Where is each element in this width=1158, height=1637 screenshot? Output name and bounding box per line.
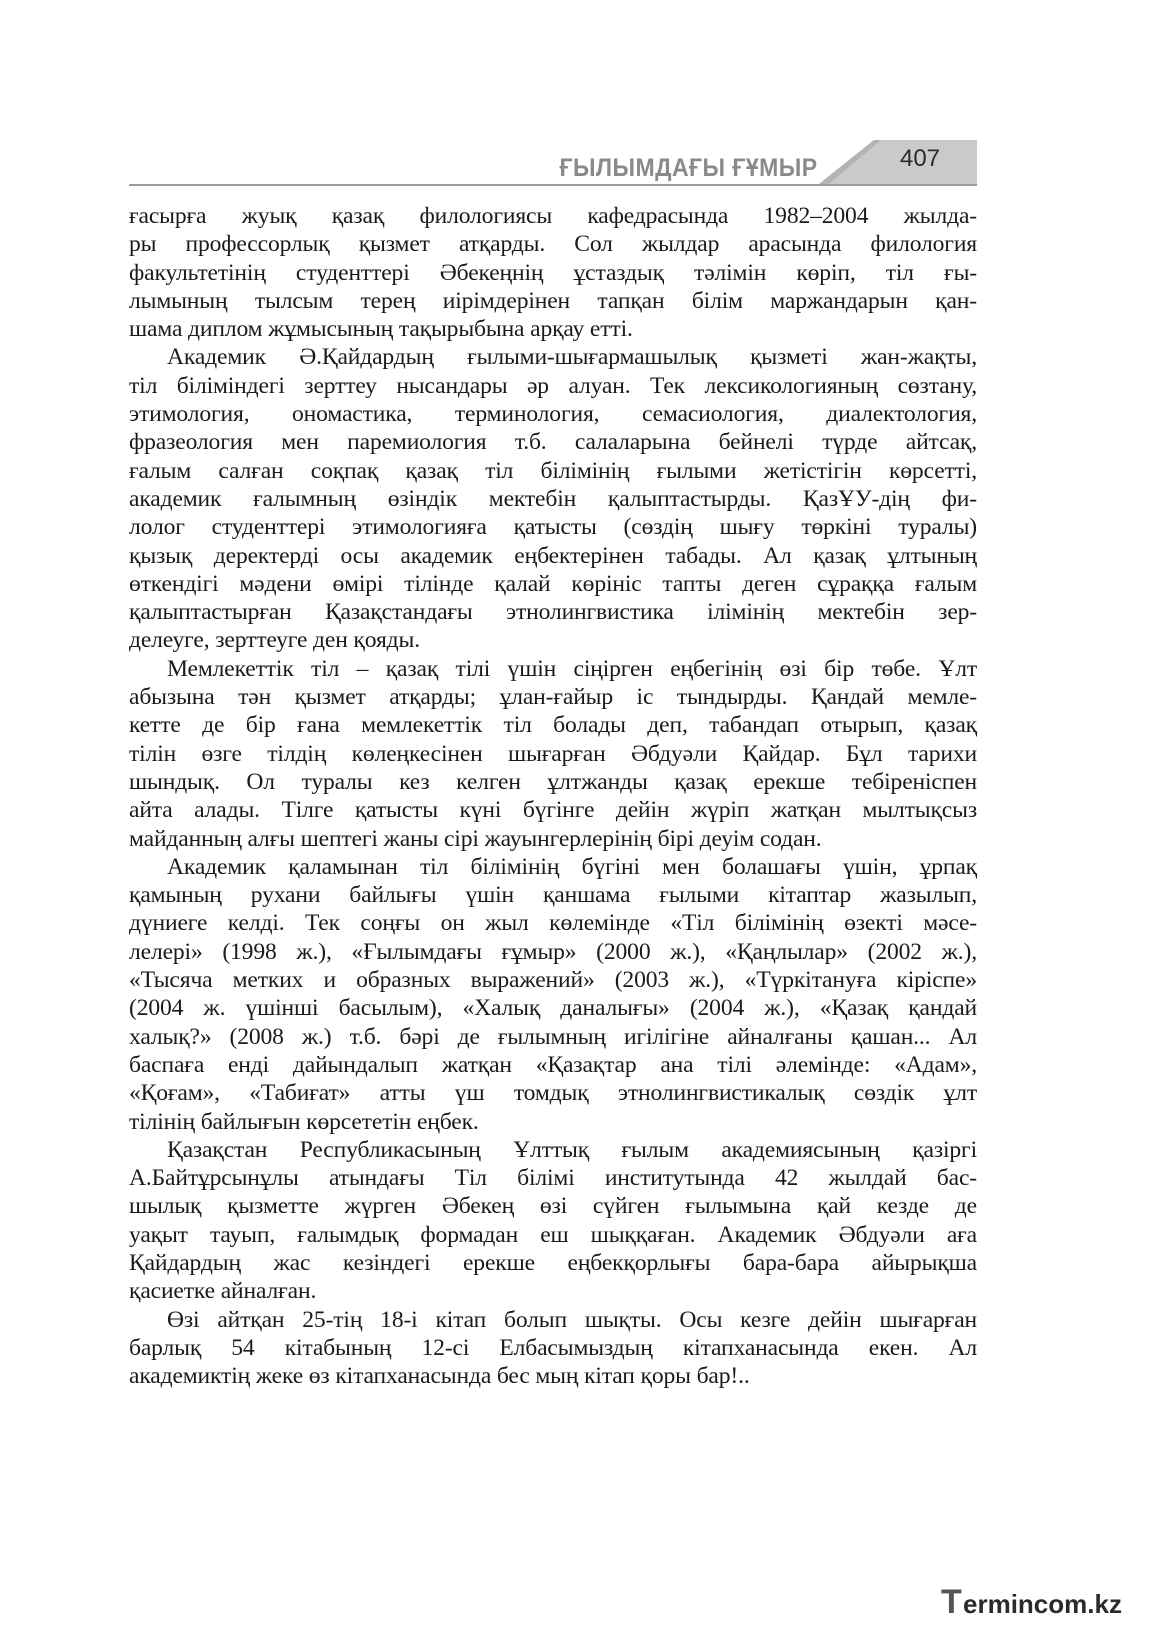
text-line: факультетінің студенттері Әбекеңнің ұстаздық тәлімін көріп, тіл ғы- bbox=[129, 259, 977, 286]
text-line: ры профессорлық қызмет атқарды. Сол жылдар арасында филология bbox=[129, 231, 977, 258]
paragraph bbox=[129, 655, 977, 853]
text-line: ғасырға жуық қазақ филологиясы кафедрасында 1982–2004 жылда- bbox=[129, 203, 977, 229]
text-line: (2004 ж. үшінші басылым), «Халық даналығы» (2004 ж.), «Қазақ қандай bbox=[129, 995, 977, 1022]
text-line: өткендігі мәдени өмірі тілінде қалай көрініс тапты деген сұраққа ғалым bbox=[129, 570, 977, 597]
text-line: халық?» (2008 ж.) т.б. бәрі де ғылымның игілігіне айналғаны қашан... Ал bbox=[129, 1023, 977, 1050]
text-line: тілін өзге тілдің көлеңкесінен шығарған Әбдуәли Қайдар. Бұл тарихи bbox=[129, 740, 977, 767]
text-line: уақыт тауып, ғалымдық формадан еш шыққаған. Академик Әбдуәли аға bbox=[129, 1221, 977, 1248]
text-line: Академик Ә.Қайдардың ғылыми-шығармашылық қызметі жан-жақты, bbox=[167, 344, 977, 371]
text-line: шындық. Ол туралы кез келген ұлтжанды қазақ ерекше тебіреніспен bbox=[129, 768, 977, 795]
text-line: ғалым салған соқпақ қазақ тіл білімінің ғылыми жетістігін көрсетті, bbox=[129, 457, 977, 484]
text-line: Қазақстан Республикасының Ұлттық ғылым академиясының қазіргі bbox=[167, 1136, 977, 1163]
text-line: «Тысяча метких и образных выражений» (2003 ж.), «Түркітануға кіріспе» bbox=[129, 967, 977, 994]
text-line: қызық деректерді осы академик еңбектерінен табады. Ал қазақ ұлтының bbox=[129, 542, 977, 569]
text-line: лолог студенттері этимологияға қатысты (сөздің шығу төркіні туралы) bbox=[129, 514, 977, 541]
paragraph bbox=[129, 202, 977, 343]
text-line: этимология, ономастика, терминология, семасиология, диалектология, bbox=[129, 401, 977, 428]
watermark-text: ermincom.kz bbox=[963, 1589, 1122, 1619]
text-line: лымының тылсым терең иірімдерінен тапқан білім маржандарын қан- bbox=[129, 287, 977, 314]
text-line: баспаға енді дайындалып жатқан «Қазақтар ана тілі әлемінде: «Адам», bbox=[129, 1051, 977, 1078]
text-line: «Қоғам», «Табиғат» атты үш томдық этнолингвистикалық сөздік ұлт bbox=[129, 1080, 977, 1107]
text-line: шама диплом жұмысының тақырыбына арқау етті. bbox=[129, 316, 633, 343]
body-text bbox=[129, 202, 977, 1390]
paragraph bbox=[129, 1306, 977, 1391]
header-rule bbox=[129, 184, 977, 186]
text-line: қамының рухани байлығы үшін қаншама ғылыми кітаптар жазылып, bbox=[129, 882, 977, 909]
paragraph bbox=[129, 343, 977, 654]
text-line: барлық 54 кітабының 12-сі Елбасымыздың кітапханасында екен. Ал bbox=[129, 1334, 977, 1361]
text-line: майданның алғы шептегі жаны сірі жауынгерлерінің бірі деуім содан. bbox=[129, 825, 822, 852]
text-line: абызына тән қызмет атқарды; ұлан-ғайыр іс тындырды. Қандай мемле- bbox=[129, 684, 977, 711]
text-line: фразеология мен паремиология т.б. салаларына бейнелі түрде айтсақ, bbox=[129, 429, 977, 456]
text-line: айта алады. Тілге қатысты күні бүгінге дейін жүріп жатқан мылтықсыз bbox=[129, 797, 977, 824]
text-line: академик ғалымның өзіндік мектебін қалыптастырды. ҚазҰУ-дің фи- bbox=[129, 485, 977, 512]
site-watermark bbox=[941, 1581, 1141, 1621]
text-line: академиктің жеке өз кітапханасында бес мың кітап қоры бар!.. bbox=[129, 1363, 750, 1390]
page-number: 407 bbox=[899, 145, 941, 172]
text-line: кетте де бір ғана мемлекеттік тіл болады деп, табандап отырып, қазақ bbox=[129, 712, 977, 739]
text-line: Өзі айтқан 25-тің 18-і кітап болып шықты. Осы кезге дейін шығарған bbox=[167, 1306, 977, 1333]
watermark-logo-letter: T bbox=[941, 1583, 962, 1621]
running-header bbox=[129, 132, 977, 184]
text-line: тілінің байлығын көрсететін еңбек. bbox=[129, 1108, 479, 1135]
text-line: қасиетке айналған. bbox=[129, 1278, 317, 1305]
paragraph bbox=[129, 853, 977, 1136]
text-line: делеуге, зерттеуге ден қояды. bbox=[129, 627, 420, 654]
text-line: қалыптастырған Қазақстандағы этнолингвистика ілімінің мектебін зер- bbox=[129, 599, 977, 626]
text-line: лелері» (1998 ж.), «Ғылымдағы ғұмыр» (2000 ж.), «Қаңлылар» (2002 ж.), bbox=[129, 938, 977, 965]
running-header-title: ҒЫЛЫМДАҒЫ ҒҰМЫР bbox=[558, 154, 817, 182]
paragraph bbox=[129, 1136, 977, 1306]
text-line: дүниеге келді. Тек соңғы он жыл көлемінде «Тіл білімінің өзекті мәсе- bbox=[129, 910, 977, 937]
text-line: Академик қаламынан тіл білімінің бүгіні мен болашағы үшін, ұрпақ bbox=[167, 853, 977, 880]
text-line: шылық қызметте жүрген Әбекең өзі сүйген ғылымына қай кезде де bbox=[129, 1193, 977, 1220]
text-line: А.Байтұрсынұлы атындағы Тіл білімі институтында 42 жылдай бас- bbox=[129, 1165, 977, 1192]
text-line: Мемлекеттік тіл – қазақ тілі үшін сіңірген еңбегінің өзі бір төбе. Ұлт bbox=[167, 655, 977, 682]
text-line: Қайдардың жас кезіндегі ерекше еңбекқорлығы бара-бара айырықша bbox=[129, 1249, 977, 1276]
text-line: тіл біліміндегі зерттеу нысандары әр алуан. Тек лексикологияның сөзтану, bbox=[129, 372, 977, 399]
